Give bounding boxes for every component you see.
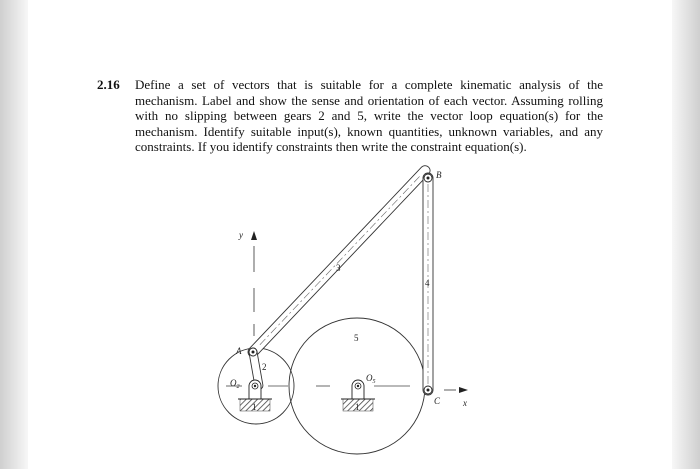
- y-axis-label: y: [239, 230, 243, 240]
- link-3-label: 3: [336, 263, 341, 273]
- problem-number: 2.16: [97, 77, 120, 92]
- point-b-label: B: [436, 170, 442, 180]
- link-3: [246, 164, 432, 359]
- gear-5-label: 5: [354, 333, 359, 343]
- link-2-label: 2: [262, 362, 267, 372]
- x-axis-label: x: [463, 398, 467, 408]
- point-c-label: C: [434, 396, 441, 406]
- joint-b: [424, 174, 432, 182]
- pivot-o2-label: $O_2$: [230, 378, 240, 390]
- y-axis-arrow-icon: [251, 231, 257, 240]
- ground-label-left: 1: [252, 402, 257, 412]
- x-axis-arrow-icon: [459, 387, 468, 393]
- joint-c: [424, 386, 432, 394]
- ground-label-right: 1: [355, 402, 360, 412]
- joint-a: [249, 348, 257, 356]
- link-4-label: 4: [425, 278, 430, 288]
- point-a-label: A: [236, 346, 242, 356]
- problem-text: Define a set of vectors that is suitable for a complete kinematic analysis of the mechanism. Label and show the sense and orientation of each vector. Assuming rolling with no slipping between gears 2 and 5, write the vector loop equation(s) for the mechanism. Identify suitable input(s), known quantities, unknown variables, and any constraints. If you identify constraints then write the constraint equation(s).: [135, 77, 603, 155]
- pivot-o5-label: $O_5$: [366, 373, 376, 385]
